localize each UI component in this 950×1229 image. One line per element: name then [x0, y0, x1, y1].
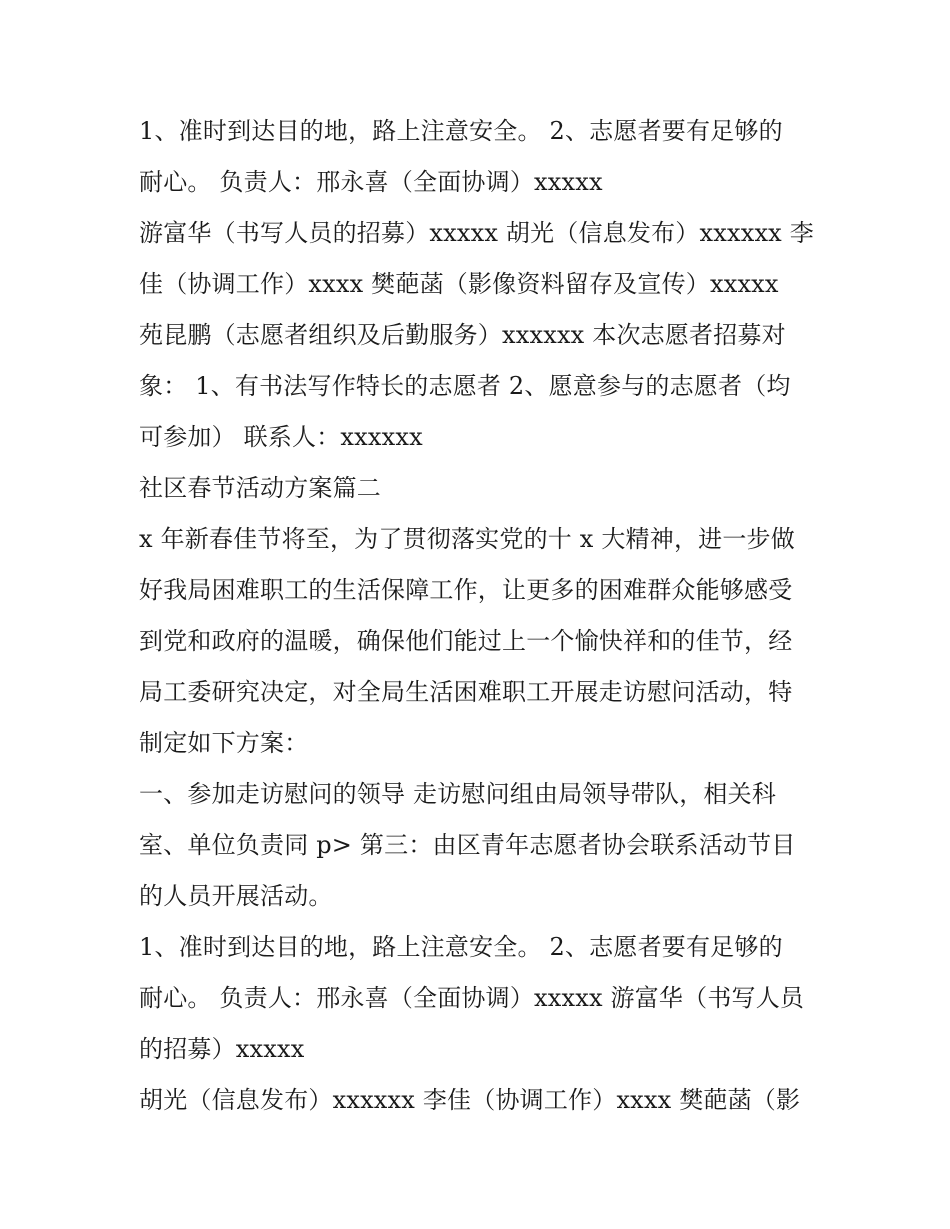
text-line: 室、单位负责同 p> 第三：由区青年志愿者协会联系活动节目 — [139, 831, 796, 859]
text-line: x 年新春佳节将至，为了贯彻落实党的十 x 大精神，进一步做 — [139, 525, 795, 553]
text-line: 游富华（书写人员的招募）xxxxx 胡光（信息发布）xxxxxx 李 — [139, 219, 814, 247]
text-line: 一、参加走访慰问的领导 走访慰问组由局领导带队，相关科 — [139, 780, 777, 808]
text-line: 苑昆鹏（志愿者组织及后勤服务）xxxxxx 本次志愿者招募对 — [139, 321, 786, 349]
text-line: 1、准时到达目的地，路上注意安全。 2、志愿者要有足够的 — [139, 117, 783, 145]
text-line: 的招募）xxxxx — [139, 1035, 305, 1063]
text-line: 到党和政府的温暖，确保他们能过上一个愉快祥和的佳节，经 — [139, 627, 793, 655]
document-body — [139, 106, 829, 1126]
text-line: 好我局困难职工的生活保障工作，让更多的困难群众能够感受 — [139, 576, 793, 604]
text-line: 可参加） 联系人：xxxxxx — [139, 423, 423, 451]
text-line: 制定如下方案： — [139, 729, 309, 757]
text-line: 耐心。 负责人：邢永喜（全面协调）xxxxx 游富华（书写人员 — [139, 984, 805, 1012]
text-line: 的人员开展活动。 — [139, 882, 333, 910]
text-line: 胡光（信息发布）xxxxxx 李佳（协调工作）xxxx 樊葩菡（影 — [139, 1086, 801, 1114]
text-line: 耐心。 负责人：邢永喜（全面协调）xxxxx — [139, 168, 603, 196]
text-line: 象： 1、有书法写作特长的志愿者 2、愿意参与的志愿者（均 — [139, 372, 791, 400]
text-line: 1、准时到达目的地，路上注意安全。 2、志愿者要有足够的 — [139, 933, 783, 961]
text-line: 局工委研究决定，对全局生活困难职工开展走访慰问活动，特 — [139, 678, 793, 706]
section-heading: 社区春节活动方案篇二 — [139, 474, 381, 502]
text-line: 佳（协调工作）xxxx 樊葩菡（影像资料留存及宣传）xxxxx — [139, 270, 779, 298]
